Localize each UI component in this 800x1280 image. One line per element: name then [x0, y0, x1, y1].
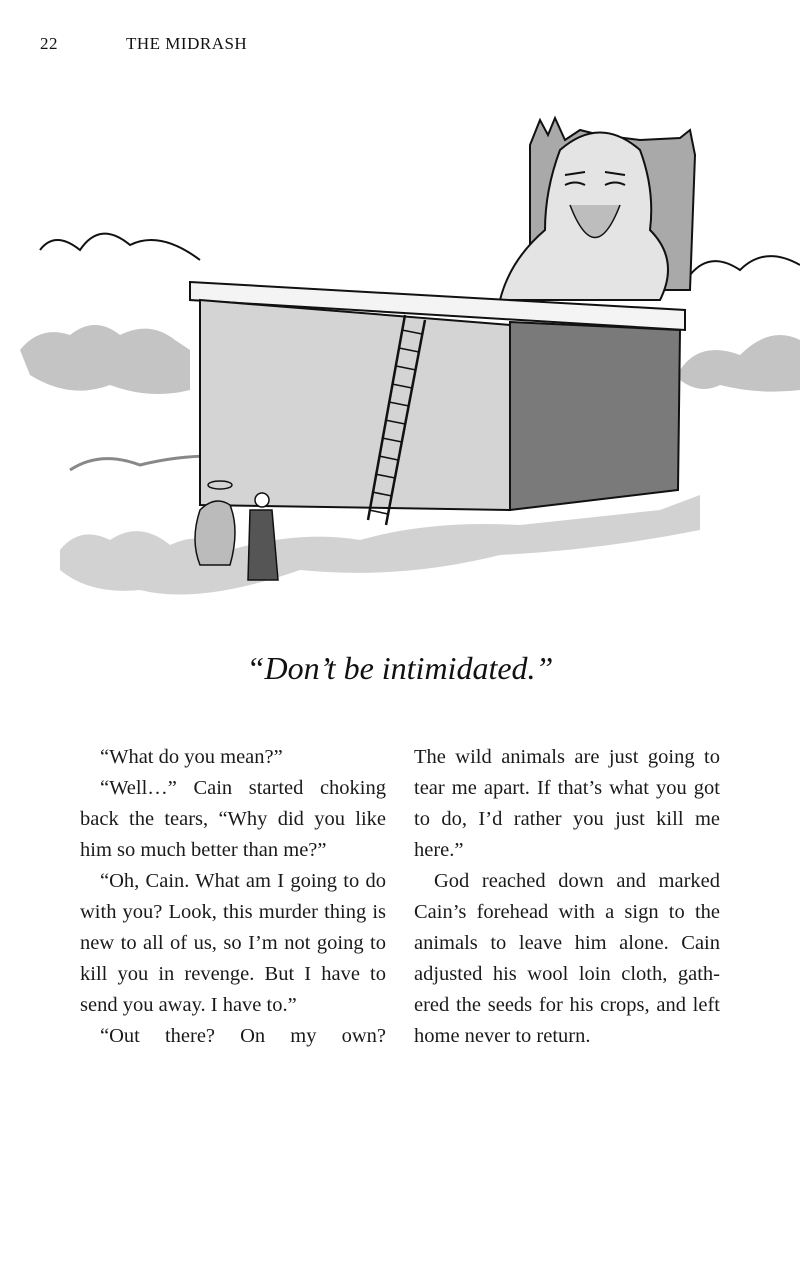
bearded-god-icon — [500, 133, 668, 301]
column-left — [80, 742, 386, 1072]
page-number: 22 — [40, 34, 58, 53]
body-text — [80, 742, 720, 1072]
table-icon — [190, 282, 685, 510]
running-title: THE MIDRASH — [126, 34, 248, 53]
running-head — [40, 34, 760, 54]
illustration-caption: “Don’t be intimidated.” — [246, 650, 554, 686]
column-right — [414, 742, 720, 1072]
paragraph: “Oh, Cain. What am I going to do with you? Look, this murder thing is new to all of us, so I’m not going to kill you in revenge. But I have to send you away. I have to.” — [80, 870, 386, 1016]
paragraph: “Out there? On my own? — [100, 1025, 386, 1047]
paragraph: “What do you mean?” — [100, 746, 283, 768]
paragraph: The wild animals are just going to tear me apart. If that’s what you got to do, I’d rather you just kill me here.” — [414, 746, 720, 861]
paragraph: God reached down and marked Cain’s forehead with a sign to the animals to leave him alone. Cain adjusted his wool loin cloth, gath-ered the seeds for his crops, and left home never to return. — [414, 870, 720, 1047]
paragraph: “Well…” Cain started choking back the tears, “Why did you like him so much better than me?” — [80, 777, 386, 861]
cartoon-illustration — [0, 110, 800, 610]
